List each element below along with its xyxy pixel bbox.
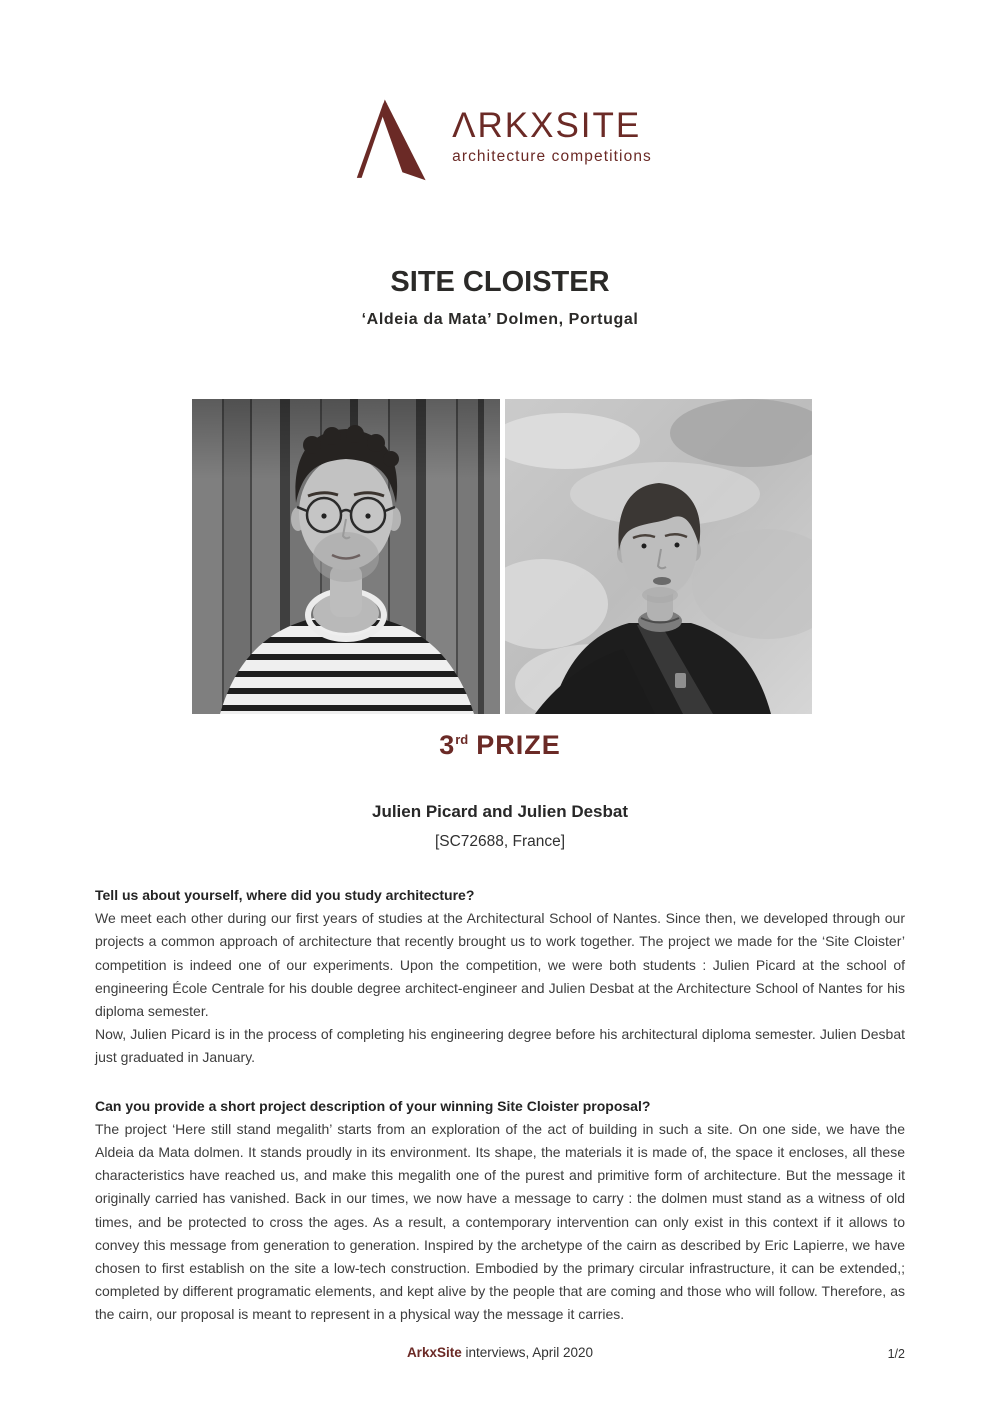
arkxsite-logo-icon (348, 90, 436, 193)
interview-question: Can you provide a short project description of your winning Site Cloister proposal? (95, 1097, 651, 1114)
interview-answer-paragraph: Now, Julien Picard is in the process of completing his engineering degree before his architectural diploma semester. Julien Desbat just graduated in January. (95, 1026, 905, 1066)
footer (0, 1345, 1000, 1360)
prize-label: PRIZE (476, 730, 561, 760)
qa-block (95, 884, 905, 1070)
interview-answer-paragraph: We meet each other during our first years of studies at the Architectural School of Nantes. Since then, we developed through our projects a common approach of architecture that recently brought us to work together. The project we made for the ‘Site Cloister’ competition is indeed one of our experiments. Upon the competition, we were both students : Julien Picard at the school of engineering École Centrale for his double degree architect-engineer and Julien Desbat at the Architecture School of Nantes for his diploma semester. (95, 910, 905, 1020)
qa-block (95, 1095, 905, 1327)
footer-text: interviews, April 2020 (461, 1345, 594, 1360)
brand-tagline: architecture competitions (452, 148, 652, 165)
portrait-illustration-left (192, 399, 500, 714)
team-registration: [SC72688, France] (434, 833, 566, 850)
brand-logo (0, 90, 1000, 193)
interview-question: Tell us about yourself, where did you study architecture? (95, 887, 475, 903)
interview-section (95, 884, 905, 1327)
page-indicator: 1/2 (887, 1347, 905, 1361)
team-names: Julien Picard and Julien Desbat (371, 802, 629, 821)
photo-julien-picard (192, 399, 500, 714)
photo-julien-desbat (505, 399, 812, 714)
interview-answer-paragraph: The project ‘Here still stand megalith’ starts from an exploration of the act of building in such a site. On one side, we have the Aldeia da Mata dolmen. It stands proudly in its environment. Its shape, the materials it is made of, the space it encloses, all these characteristics have reached us, and make this megalith one of the purest and primitive form of architecture. But the message it originally carried has vanished. Back in our times, we now have a message to carry : the dolmen must stand as a witness of old times, and be protected to cross the ages. As a result, a contemporary intervention can only exist in this context if it allows to convey this message from generation to generation. Inspired by the archetype of the cairn as described by Eric Lapierre, we have chosen to first establish on the site a low-tech construction. Embodied by the primary circular infrastructure, it can be extended,; completed by different programatic elements, and kept alive by the people that are coming and those who will follow. Therefore, as the cairn, our proposal is meant to represent in a physical way the message it carries. (95, 1120, 905, 1323)
footer-brand: ArkxSite (406, 1345, 462, 1360)
prize-heading (0, 730, 1000, 761)
brand-text-block (452, 90, 652, 166)
prize-ordinal: rd (455, 732, 469, 747)
page-title: SITE CLOISTER (390, 266, 610, 298)
brand-wordmark: ΛRKXSITE (452, 106, 642, 145)
photo-grid (192, 399, 812, 714)
page-subtitle: ‘Aldeia da Mata’ Dolmen, Portugal (361, 311, 639, 328)
portrait-illustration-right (505, 399, 812, 714)
prize-number: 3 (439, 730, 456, 760)
